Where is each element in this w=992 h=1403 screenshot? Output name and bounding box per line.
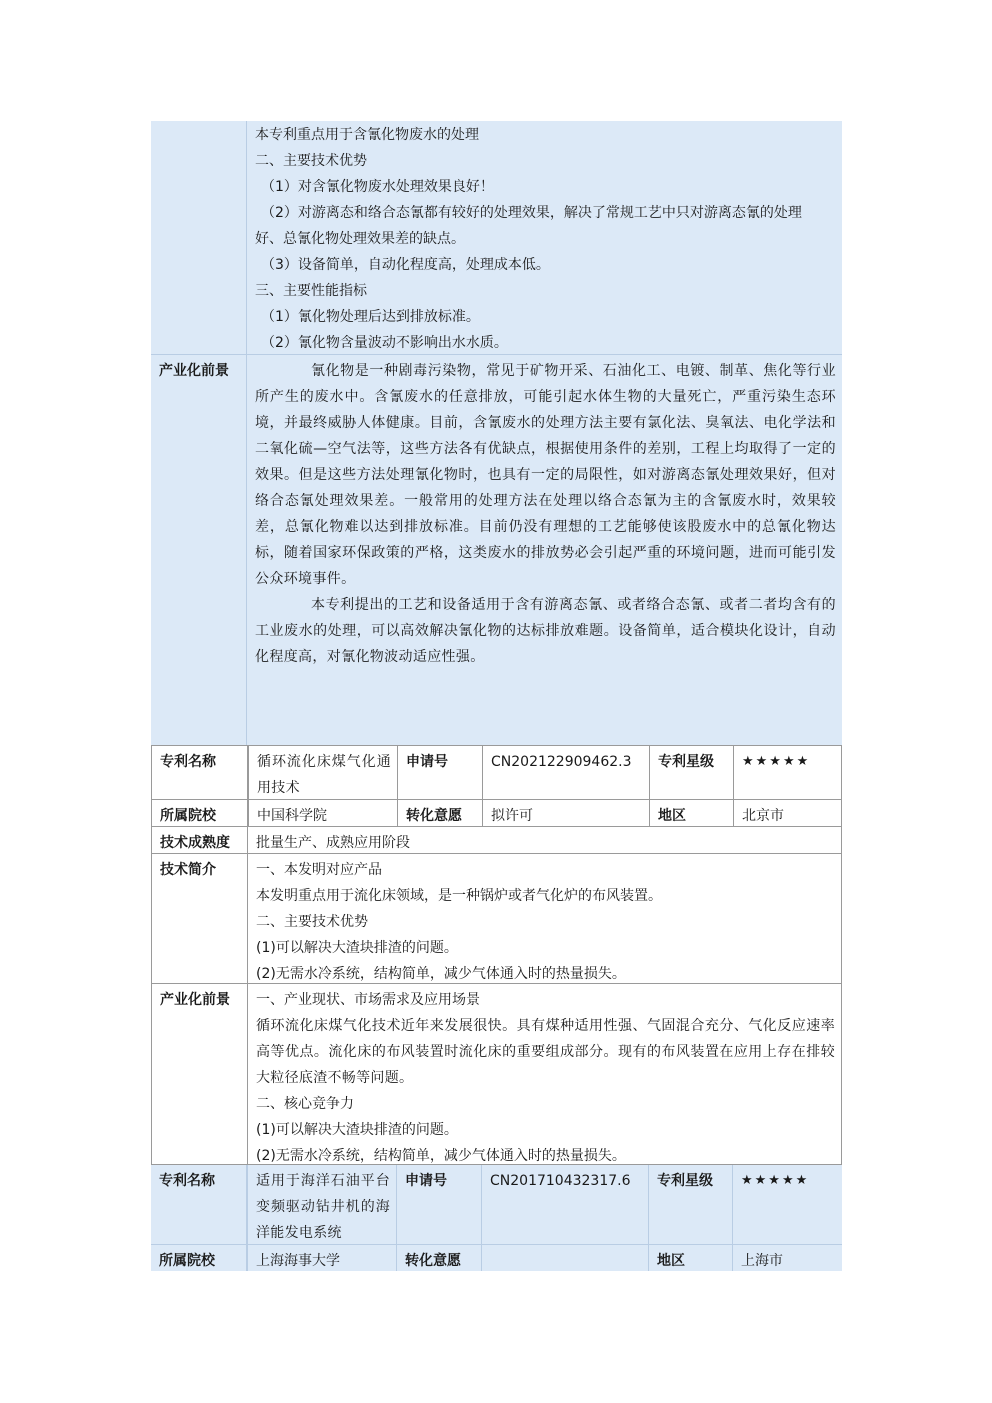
prospect-line: (2)无需水冷系统，结构简单，减少气体通入时的热量损失。 bbox=[256, 1148, 626, 1164]
intro-line: (2)无需水冷系统，结构简单，减少气体通入时的热量损失。 bbox=[256, 966, 626, 982]
patent-rating-stars: ★★★★★ bbox=[733, 746, 841, 799]
patent-name-value: 适用于海洋石油平台变频驱动钻井机的海洋能发电系统 bbox=[247, 1165, 396, 1244]
patent-name-label: 专利名称 bbox=[151, 1165, 247, 1244]
patent-name-value: 循环流化床煤气化通用技术 bbox=[248, 746, 397, 799]
patent-rating-stars: ★★★★★ bbox=[732, 1165, 842, 1244]
maturity-value: 批量生产、成熟应用阶段 bbox=[256, 835, 410, 851]
intro-line: （1）氰化物处理后达到排放标准。 bbox=[261, 309, 480, 325]
prospect-label: 产业化前景 bbox=[152, 984, 248, 1164]
prospect-line: (1)可以解决大渣块排渣的问题。 bbox=[256, 1122, 458, 1138]
prospect-row bbox=[151, 354, 842, 745]
intro-line: 本专利重点用于含氰化物废水的处理 bbox=[255, 127, 479, 143]
patent-2-intro-row bbox=[152, 853, 841, 983]
transfer-intent-label: 转化意愿 bbox=[397, 800, 482, 826]
transfer-intent-label: 转化意愿 bbox=[396, 1245, 481, 1271]
intro-line: （3）设备简单，自动化程度高，处理成本低。 bbox=[261, 257, 550, 273]
application-no-value: CN201710432317.6 bbox=[481, 1165, 648, 1244]
prospect-label: 产业化前景 bbox=[151, 355, 247, 745]
prospect-line: 循环流化床煤气化技术近年来发展很快。具有煤种适用性强、气固混合充分、气化反应速率高等优点。流化床的布风装置时流化床的重要组成部分。现有的布风装置在应用上存在排较大粒径底渣不畅等问题。 bbox=[256, 1018, 835, 1086]
intro-line: 本发明重点用于流化床领域，是一种锅炉或者气化炉的布风装置。 bbox=[256, 888, 662, 904]
institution-value: 中国科学院 bbox=[248, 800, 397, 826]
patent-3-info-row bbox=[151, 1244, 842, 1271]
intro-line: 三、主要性能指标 bbox=[255, 283, 367, 299]
patent-2-header-row bbox=[152, 746, 841, 799]
patent-3-header-row bbox=[151, 1165, 842, 1244]
application-no-label: 申请号 bbox=[397, 746, 482, 799]
intro-line: 一、本发明对应产品 bbox=[256, 862, 382, 878]
application-no-value: CN202122909462.3 bbox=[482, 746, 649, 799]
patent-2-maturity-row bbox=[152, 826, 841, 853]
maturity-label: 技术成熟度 bbox=[152, 827, 248, 853]
prospect-paragraph: 本专利提出的工艺和设备适用于含有游离态氰、或者络合态氰、或者二者均含有的工业废水的处理，可以高效解决氰化物的达标排放难题。设备简单，适合模块化设计，自动化程度高，对氰化物波动适应性强。 bbox=[255, 597, 836, 665]
intro-line: （1）对含氰化物废水处理效果良好！ bbox=[261, 179, 494, 195]
intro-line: 好、总氰化物处理效果差的缺点。 bbox=[255, 231, 465, 247]
patent-2-table bbox=[151, 745, 842, 1165]
institution-value: 上海海事大学 bbox=[247, 1245, 396, 1271]
region-label: 地区 bbox=[648, 1245, 732, 1271]
institution-label: 所属院校 bbox=[151, 1245, 247, 1271]
tech-intro-row bbox=[151, 121, 842, 354]
prospect-paragraph: 氰化物是一种剧毒污染物，常见于矿物开采、石油化工、电镀、制革、焦化等行业所产生的废水中。含氰废水的任意排放，可能引起水体生物的大量死亡，严重污染生态环境，并最终威胁人体健康。目前，含氰废水的处理方法主要有氯化法、臭氧法、电化学法和二氧化硫—空气法等，这些方法各有优缺点，根据使用条件的差别，工程上均取得了一定的效果。但是这些方法处理氰化物时，也具有一定的局限性，如对游离态氰处理效果好，但对络合态氰处理效果差。一般常用的处理方法在处理以络合态氰为主的含氰废水时，效果较差，总氰化物难以达到排放标准。目前仍没有理想的工艺能够使该股废水中的总氰化物达标，随着国家环保政策的严格，这类废水的排放势必会引起严重的环境问题，进而可能引发公众环境事件。 bbox=[255, 363, 836, 587]
region-value: 上海市 bbox=[732, 1245, 842, 1271]
intro-line: 二、主要技术优势 bbox=[255, 153, 367, 169]
region-label: 地区 bbox=[649, 800, 733, 826]
prospect-line: 一、产业现状、市场需求及应用场景 bbox=[256, 992, 480, 1008]
patent-2-info-row bbox=[152, 799, 841, 826]
intro-line: (1)可以解决大渣块排渣的问题。 bbox=[256, 940, 458, 956]
patent-rating-label: 专利星级 bbox=[649, 746, 733, 799]
prospect-line: 二、核心竞争力 bbox=[256, 1096, 354, 1112]
intro-line: （2）氰化物含量波动不影响出水水质。 bbox=[261, 335, 508, 351]
patent-rating-label: 专利星级 bbox=[648, 1165, 732, 1244]
patent-3-table bbox=[151, 1165, 842, 1271]
transfer-intent-value bbox=[481, 1245, 648, 1271]
prospect-content bbox=[247, 355, 842, 745]
tech-intro-label: 技术简介 bbox=[152, 854, 248, 983]
patent-2-prospect-row bbox=[152, 983, 841, 1164]
prospect-content bbox=[248, 984, 841, 1164]
tech-intro-content bbox=[247, 121, 842, 354]
patent-document bbox=[151, 121, 842, 1271]
application-no-label: 申请号 bbox=[396, 1165, 481, 1244]
intro-line: （2）对游离态和络合态氰都有较好的处理效果，解决了常规工艺中只对游离态氰的处理 bbox=[261, 205, 802, 221]
patent-1-continuation bbox=[151, 121, 842, 745]
patent-name-label: 专利名称 bbox=[152, 746, 248, 799]
tech-intro-label-cell bbox=[151, 121, 247, 354]
tech-intro-content bbox=[248, 854, 841, 983]
transfer-intent-value: 拟许可 bbox=[482, 800, 649, 826]
region-value: 北京市 bbox=[733, 800, 841, 826]
intro-line: 二、主要技术优势 bbox=[256, 914, 368, 930]
institution-label: 所属院校 bbox=[152, 800, 248, 826]
